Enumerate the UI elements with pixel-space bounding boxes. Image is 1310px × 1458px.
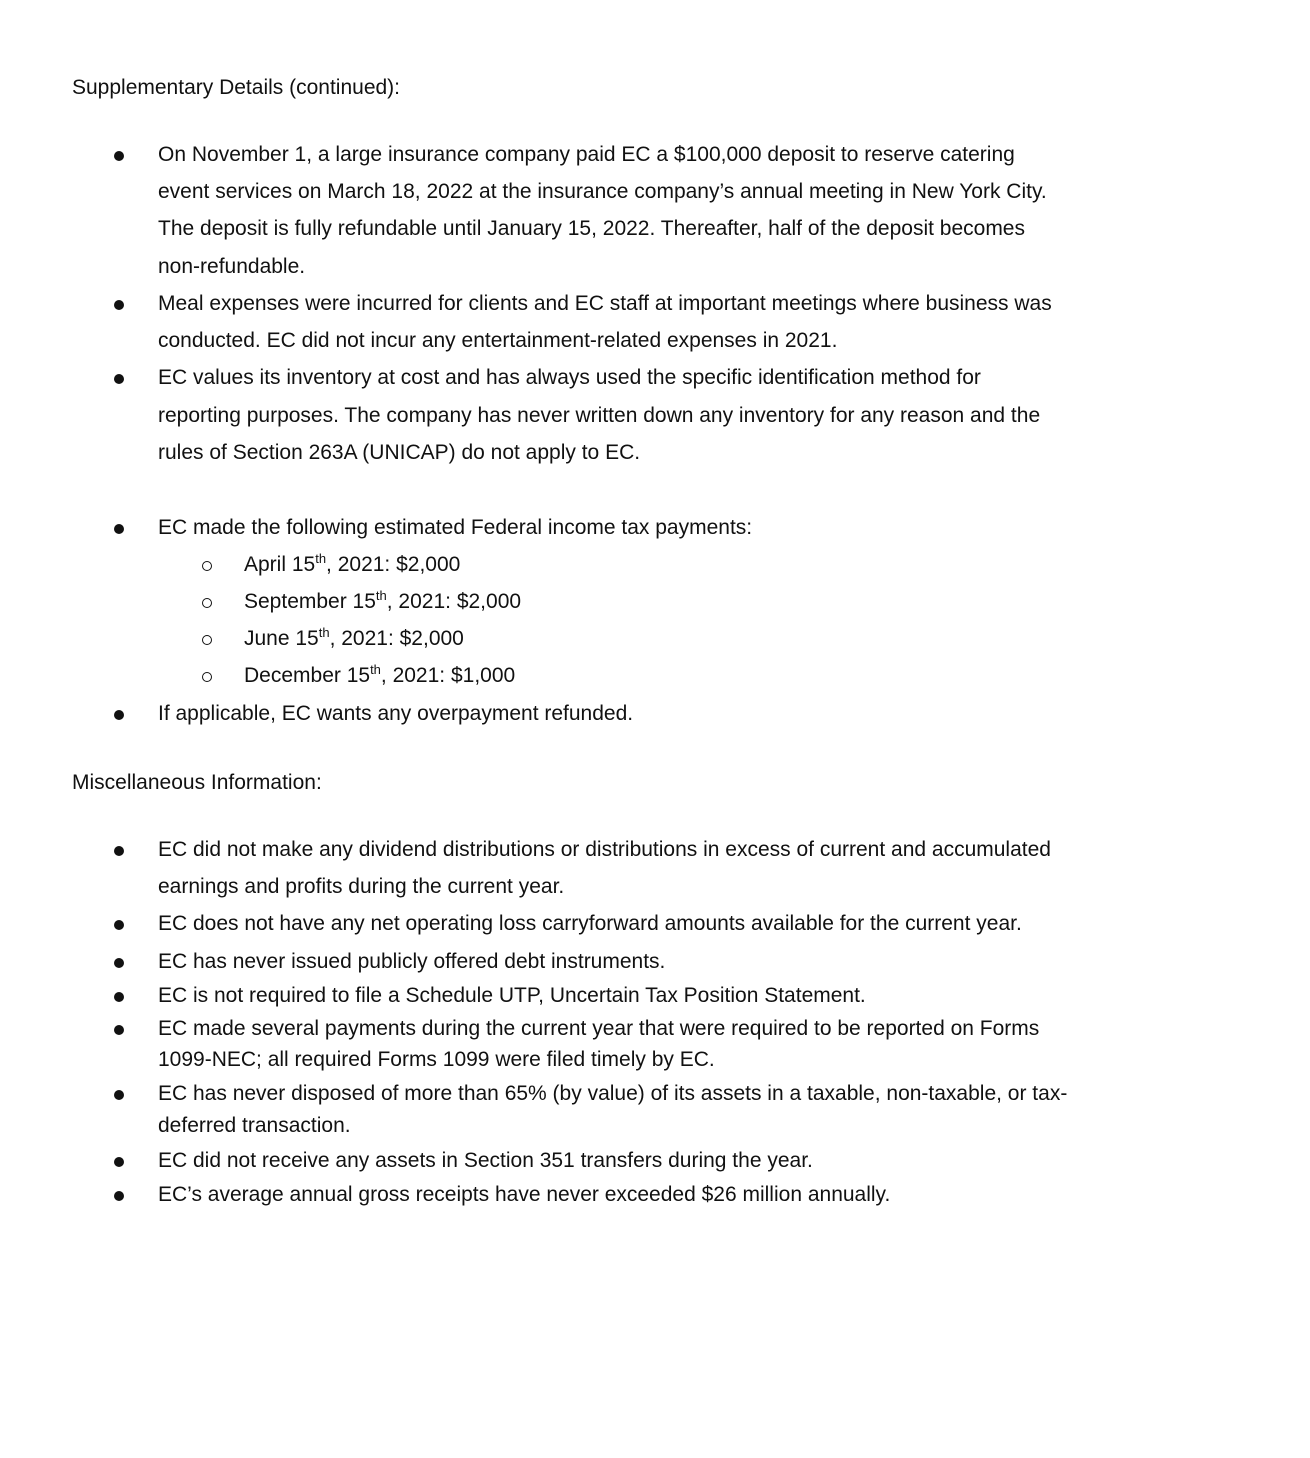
bullet-icon (114, 151, 124, 161)
bullet-icon (114, 1090, 124, 1100)
bullet-icon (114, 374, 124, 384)
section-heading-supplementary: Supplementary Details (continued): (72, 76, 401, 99)
bullet-text-line: deferred transaction. (158, 1114, 351, 1137)
bullet-item (158, 831, 1051, 905)
bullet-text-line: If applicable, EC wants any overpayment refunded. (158, 702, 634, 725)
bullet-text-line: EC’s average annual gross receipts have never exceeded $26 million annually. (158, 1183, 891, 1206)
bullet-item (158, 1144, 813, 1178)
hollow-bullet-icon (202, 635, 212, 645)
payment-amount: , 2021: $1,000 (380, 664, 516, 687)
ordinal-suffix: th (370, 662, 381, 677)
payment-date: June 15 (244, 627, 319, 650)
bullet-icon (114, 1025, 124, 1035)
bullet-icon (114, 958, 124, 968)
bullet-text-line: The deposit is fully refundable until January 15, 2022. Thereafter, half of the deposit becomes (158, 217, 1025, 241)
bullet-item (158, 509, 752, 546)
ordinal-suffix: th (318, 625, 330, 640)
ordinal-suffix: th (315, 551, 327, 566)
bullet-text-line: EC did not receive any assets in Section 351 transfers during the year. (158, 1149, 813, 1172)
bullet-text-line: rules of Section 263A (UNICAP) do not apply to EC. (158, 441, 641, 464)
bullet-icon (114, 710, 124, 720)
bullet-text-line: non-refundable. (158, 254, 306, 278)
bullet-text-line: EC does not have any net operating loss carryforward amounts available for the current year. (158, 912, 1022, 935)
payment-amount: , 2021: $2,000 (326, 553, 461, 576)
payment-date: September 15 (244, 590, 376, 613)
payment-date: December 15 (244, 664, 371, 687)
ordinal-suffix: th (375, 588, 387, 603)
bullet-text-line: On November 1, a large insurance company paid EC a $100,000 deposit to reserve catering (158, 143, 1015, 166)
bullet-item (158, 945, 665, 979)
bullet-icon (114, 1157, 124, 1167)
bullet-item (158, 359, 1040, 472)
bullet-item (158, 695, 633, 732)
bullet-icon (114, 992, 124, 1002)
section-heading-misc: Miscellaneous Information: (72, 771, 322, 794)
bullet-item (158, 136, 1047, 285)
payment-item (244, 620, 464, 657)
bullet-text-line: EC is not required to file a Schedule UTP, Uncertain Tax Position Statement. (158, 984, 866, 1007)
payment-date: April 15 (244, 553, 316, 576)
bullet-item (158, 285, 1052, 359)
bullet-text-line: Meal expenses were incurred for clients and EC staff at important meetings where business was (158, 292, 1052, 315)
bullet-text-line: conducted. EC did not incur any entertainment-related expenses in 2021. (158, 329, 838, 352)
bullet-item (158, 907, 1022, 941)
bullet-text-line: EC values its inventory at cost and has always used the specific identification method for (158, 366, 981, 389)
hollow-bullet-icon (202, 672, 212, 682)
bullet-icon (114, 920, 124, 930)
bullet-text-line: EC did not make any dividend distributions or distributions in excess of current and accumulated (158, 838, 1051, 861)
payment-item (244, 546, 460, 583)
bullet-text-line: event services on March 18, 2022 at the insurance company’s annual meeting in New York City. (158, 180, 1047, 204)
payment-amount: , 2021: $2,000 (386, 590, 522, 613)
bullet-text-line: reporting purposes. The company has never written down any inventory for any reason and the (158, 403, 1041, 427)
bullet-icon (114, 524, 124, 534)
bullet-text-line: EC made the following estimated Federal income tax payments: (158, 516, 753, 539)
bullet-text-line: EC has never disposed of more than 65% (by value) of its assets in a taxable, non-taxable, or tax- (158, 1082, 1068, 1105)
bullet-icon (114, 1191, 124, 1201)
bullet-item (158, 979, 866, 1013)
bullet-icon (114, 300, 124, 310)
bullet-item (158, 1013, 1039, 1075)
bullet-item (158, 1078, 1067, 1142)
bullet-icon (114, 846, 124, 856)
bullet-text-line: earnings and profits during the current year. (158, 875, 565, 898)
bullet-text-line: EC made several payments during the current year that were required to be reported on Forms (158, 1017, 1040, 1040)
payment-amount: , 2021: $2,000 (329, 627, 464, 650)
bullet-text-line: 1099-NEC; all required Forms 1099 were filed timely by EC. (158, 1048, 715, 1071)
bullet-text-line: EC has never issued publicly offered debt instruments. (158, 950, 666, 973)
bullet-item (158, 1178, 890, 1212)
hollow-bullet-icon (202, 561, 212, 571)
payment-item (244, 583, 521, 620)
hollow-bullet-icon (202, 598, 212, 608)
payment-item (244, 657, 515, 694)
